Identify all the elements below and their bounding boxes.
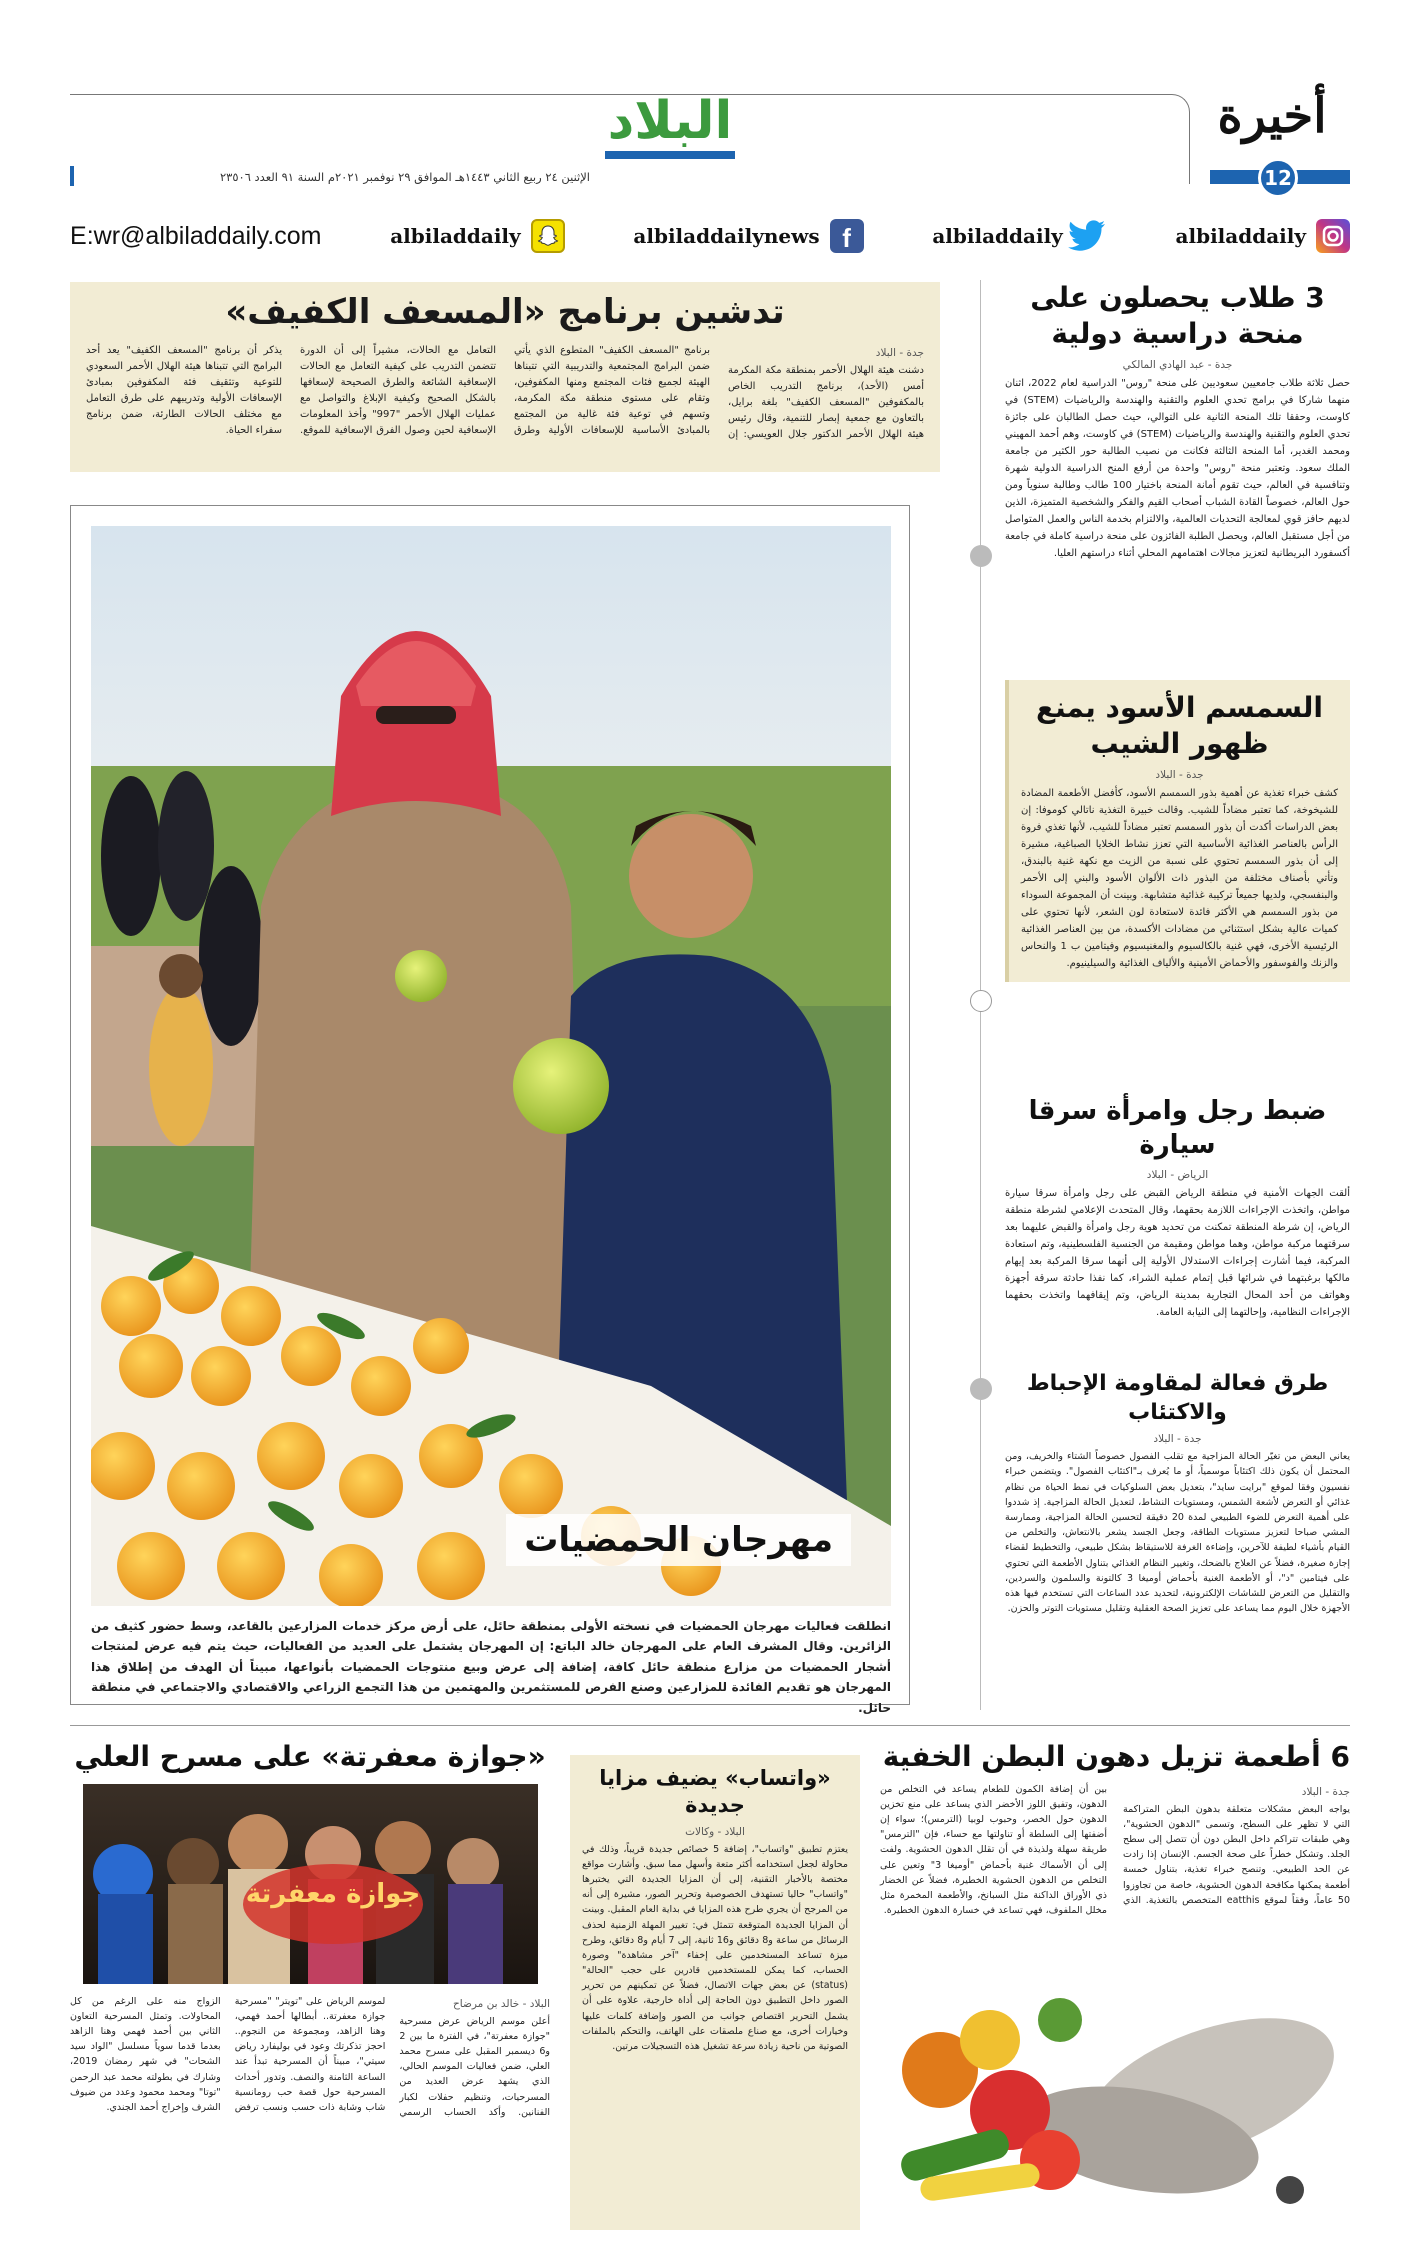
theater-body: أعلن موسم الرياض عرض مسرحية "جوازة معفرتة"، في الفترة ما بين 2 و6 ديسمبر المقبل على مسرح محمد العلي، ضمن فعاليات الموسم الحالي، الذي يشهد عرض العديد من المسرحيات، وتنظيم حفلات لكبار الفنانين. وأكد الحساب الرسمي لموسم الرياض على "تويتر" "مسرحية جوازة معفرتة.. أبطالها أحمد فهمي، وهنا الزاهد، ومجموعة من النجوم.. احجز تذكرتك وعود في بوليفارد رياض سيتي"، مبيناً أن المسرحية تبدأ عند الساعة الثامنة والنصف. وتدور أحداث المسرحية حول قصة حب رومانسية شاب وشابة ذات حسب ونسب ترفض الزواج منه على الرغم من كل المحاولات. وتمثل المسرحية التعاون الثاني بين أحمد فهمي وهنا الزاهد بعدما قدما سوياً مسلسل "الواد سيد الشحات" في شهر رمضان 2019، وشارك في بطولته محمد عبد الرحمن "توتا" ومحمد محمود وعدد من ضيوف الشرف وإخراج أحمد الجندي. [70,1995,550,2118]
whatsapp-title: «واتساب» يضيف مزايا جديدة [599,1766,831,1818]
whatsapp-byline: البلاد - وكالات [685,1825,745,1838]
social-twitter[interactable] [932,219,1106,253]
foods-byline: جدة - البلاد [1301,1785,1350,1798]
article-byline: الرياض - البلاد [1146,1168,1209,1181]
divider-dot [970,1378,992,1400]
sidebar-article [1005,1095,1350,1321]
theater-byline: البلاد - خالد بن مرضاح [453,1997,550,2010]
article-title: السمسم الأسود يمنع ظهور الشيب [1035,691,1324,761]
foods-photo [880,1960,1350,2230]
snapchat-icon [531,219,565,253]
sidebar-article [1005,280,1350,562]
facebook-icon: f [830,219,864,253]
article-body: كشف خبراء تغذية عن أهمية بذور السمسم الأسود، كأفضل الأطعمة المضادة للشيخوخة، كما تعتبر مضاداً للشيب. وقالت خبيرة التغذية ناتالي كوموفا: إن بعض الدراسات أكدت أن بذور السمسم تعتبر مضاداً للشيب، لأنها تغذي فروة الرأس بالعناصر الغذائية الأساسية التي تعزز نشاط الخلايا الصباغية، مشيرة إلى أن بذور السمسم تحتوي على نسبة من الزيت مع نكهة غنية بالبندق، وتأتي بأصناف مختلفة من البذور ذات الألوان الأسود والبني إلى الأحمر والبنفسجي، ولديها جميعاً تركيبة غذائية متشابهة. وبينت أن المجموعة السوداء من بذور السمسم هي الأكثر فائدة لاستعادة لون الشعر، لأنها تحتوي على كميات عالية بشكل استثنائي من مضادات الأكسدة، من بين العناصر الغذائية الرئيسية الأخرى، فهي غنية بالكالسيوم والمغنيسيوم وفيتامين ب 1 والنحاس والزنك والفوسفور والأحماض الأمينية والألياف الغذائية والسيلينيوم. [1021,787,1338,969]
divider-dot [970,990,992,1012]
lead-story [70,282,940,472]
newspaper-logo [600,91,740,175]
photo-caption: انطلقت فعاليات مهرجان الحمضيات في نسخته الأولى بمنطقة حائل، على أرض مركز خدمات المزارعين بالقاعد، وسط حضور كثيف من الزائرين. وقال المشرف العام على المهرجان خالد الباتع: إن المهرجان يشتمل على العديد من الفعاليات، حيث يتم فيه عرض لمنتجات أشجار الحمضيات من مزارع منطقة حائل كافة، إضافة إلى عرض وبيع منتوجات الحمضيات بأنواعها، مبيناً أن الهدف من إطلاق هذا المهرجان هو تقديم الفائدة للمزارعين وصنع الفرص للمستثمرين والمهتمين من هذا التجمع الزراعي والاقتصادي والاجتماعي في منطقة حائل. [91,1619,891,1715]
article-body: يعاني البعض من تغيّر الحالة المزاجية مع تقلب الفصول خصوصاً الشتاء والخريف، ومن المحتمل أن يكون ذلك اكتئاباً موسمياً، أو ما يُعرف بـ"اكتئاب الفصول". ويتضمن خبراء نفسيون وفقا لموقع "برايت سايد"، بتعديل بعض السلوكيات في نمط الحياة من نظام غذائي أو التعرض لأشعة الشمس، ومستويات النشاط، لتعديل الحالة المزاجية. إذ شددوا على أهمية التعرض للضوء الطبيعي لمدة 20 دقيقة لتحسين الحالة المزاجية، وممارسة المشي صباحا لتعزيز مستويات الطاقة، وجعل الجسد يشعر بالانتعاش، والتخلص من القيام بأشياء لطيفة للآخرين، وإضاءة الغرفة للاستيقاظ بشكل طبيعي، والتخطيط لقضاء إجازة صغيرة، فضلاً عن العلاج بالضحك، وتغيير النظام الغذائي بتناول الأطعمة التي تحتوي على فيتامين "د"، أو الأطعمة الغنية بأحماض أوميغا 3 كالتونة والسلمون والسردين، والتقليل من التعرض للشاشات الإلكترونية، لتحديد عدد الساعات التي تستخدم فيها هذه الأجهزة خلال اليوم مما يساعد على تعزيز الصحة العقلية وتقليل مستويات التوتر والحزن. [1005,1451,1351,1615]
article-byline: جدة - البلاد [1155,768,1204,781]
whatsapp-body: يعتزم تطبيق "واتساب"، إضافة 5 خصائص جديدة قريباً، وذلك في محاولة لجعل استخدامه أكثر متعة وأسهل مما سبق. وأشارت مواقع مختصة بالأخبار التقنية، إلى أن المزايا الجديدة التي يختبرها "واتساب" حاليا تستهدف الخصوصية وتحرير الصور، مشيرة إلى أنه من المرجح أن يجري طرح هذه المزايا في بداية العام المقبل. وبينت أن المزايا الجديدة المتوقعة تتمثل في: تغيير المهلة الزمنية لحذف الرسائل من ساعة و8 دقائق و16 ثانية، إلى 7 أيام و8 دقائق، وطرح ميزة تساعد المستخدمين على إخفاء "آخر مشاهدة" وصورة الحساب، كما يمكن للمستخدمين قادرين على حجب "الحالة" (status) عن بعض جهات الاتصال، فضلاً عن تمكينهم من تحرير الصور داخل التطبيق دون الحاجة إلى أداة خارجية، علاوة على أن يشمل التحرير اقتصاص جوانب من الصور وإضافة كلمات عليها وخيارات أخرى، مع صناع ملصقات على الهاتف، والتحكم بالملفات الصوتية من ناحية زيادة سرعة تشغيل هذه التسجيلات مرتين. [582,1843,848,2053]
foods-article [880,1740,1350,2230]
logo-underline [605,151,735,159]
dateline-text: الإثنين ٢٤ ربيع الثاني ١٤٤٣هـ الموافق ٢٩ نوفمبر ٢٠٢١م السنة ٩١ العدد ٢٣٥٠٦ [220,170,590,184]
article-title: 3 طلاب يحصلون على منحة دراسية دولية [1030,281,1325,351]
column-divider [980,280,981,1710]
masthead [0,0,1420,253]
social-facebook[interactable] [633,219,863,253]
foods-title: 6 أطعمة تزيل دهون البطن الخفية [882,1740,1350,1773]
festival-photo-graphic [91,526,891,1606]
lead-body: دشنت هيئة الهلال الأحمر بمنطقة مكة المكرمة أمس (الأحد)، برنامج التدريب الخاص بالمكفوفين "المسعف الكفيف" بلغة برايل، بالتعاون مع جمعية إبصار للتنمية، وقال رئيس هيئة الهلال الأحمر الدكتور جلال العويسي: إن برنامج "المسعف الكفيف" المتطوع الذي يأتي ضمن البرامج المجتمعية والتدريبية التي تتبناها الهيئة لجميع فئات المجتمع ومنها المكفوفين، وتقام على مستوى منطقة مكة المكرمة، وتسهم في توعية فئة غالية من المجتمع بالمبادئ الأساسية للإسعافات الأولية وطرق التعامل مع الحالات، مشيراً إلى أن الدورة تتضمن التدريب على كيفية التعامل مع الحالات الإسعافية الشائعة والطرق الصحيحة لإسعافها بالشكل الصحيح وكيفية الإبلاغ والتواصل مع عمليات الهلال الأحمر "997" وأخذ المعلومات الإسعافية لحين وصول الفرق الإسعافية للموقع. يذكر أن برنامج "المسعف الكفيف" يعد أحد البرامج التي تتبناها هيئة الهلال الأحمر السعودي للتوعية وتثقيف فئة المكفوفين بمبادئ الإسعافات الأولية وتدريبهم على طرق التعامل مع مختلف الحالات الطارئة، ضمن برنامج سفراء الحياة. [86,344,924,440]
sidebar-article-boxed [1005,680,1350,982]
social-handle: albiladdailynews [633,224,820,248]
article-title: ضبط رجل وامرأة سرقا سيارة [1028,1096,1327,1160]
theater-title: «جوازة معفرتة» على مسرح العلي [74,1740,546,1773]
photo-feature [70,505,910,1715]
photo-caption-title: مهرجان الحمضيات [506,1514,851,1566]
article-title: طرق فعالة لمقاومة الإحباط والاكتئاب [1026,1371,1329,1425]
article-body: حصل ثلاثة طلاب جامعيين سعوديين على منحة "روس" الدراسية لعام 2022، اثنان منهما شاركا في برامج تحدي العلوم والتقنية والهندسة والرياضيات (STEM) في كاوست، وحققا تلك المنحة الثانية على التوالي، حيث حصل الطالبان على جائزة تحدي العلوم والتقنية والهندسة والرياضيات (STEM) في كاوست، وهم أحمد المهيني ومحمد الغدير، أما المنحة الثالثة فكانت من نصيب الطالبة حور الكثير من جامعة الملك سعود. وتعتبر منحة "روس" واحدة من أرفع المنح الدراسية الدولية شهرة وتنافسية في العالم، حيث تقوم أمانة المنحة باختيار 100 طالب وطالبة سنوياً ومن حول العالم، خصوصاً القادة الشباب أصحاب القيم والفكر والشخصية المتميزة، الذين لديهم حافز قوي لمعالجة التحديات العالمية، والالتزام بخدمة الناس والعمل المتواصل من أجل مستقبل العالم، ويحصل الطلبة الفائزون على منحة دراسية كاملة في جامعة أكسفورد البريطانية لتعزيز مجالات اهتمامهم المحلي أثناء دراستهم العليا. [1005,377,1351,559]
social-row [70,214,1350,258]
twitter-icon [1073,219,1107,253]
theater-poster [83,1784,538,1984]
section-title: أخيرة [1217,88,1327,144]
lead-title: تدشين برنامج «المسعف الكفيف» [225,292,785,332]
sidebar-article [1005,1370,1350,1616]
divider-dot [970,545,992,567]
theater-article [70,1740,550,2230]
logo-text: البلاد [607,91,733,151]
social-handle: albiladdaily [390,224,521,248]
social-snapchat[interactable] [390,219,564,253]
festival-photo [91,526,891,1606]
dateline [70,166,590,186]
social-instagram[interactable] [1176,219,1350,253]
page-number: 12 [1258,158,1298,198]
article-body: ألقت الجهات الأمنية في منطقة الرياض القبض على رجل وامرأة سرقا سيارة مواطن، واتخذت الإجراءات اللازمة بحقهما، وقال المتحدث الإعلامي لشرطة منطقة الرياض، إن شرطة المنطقة تمكنت من تحديد هوية رجل وامرأة والقبض عليهما بعد سرقتهما مركبة مواطن، وهما مواطن ومقيمة من الجنسية الفلسطينية، وتم استعادة المركبة، فيما أشارت إجراءات الاستدلال الأولية إلى أنهما سرقا المركبة بعد إيهام مالكها برغبتهما في شرائها قبل إتمام عملية الشراء، كما نفذا حادثة سرقة أجهزة وهواتف من أحد المحال التجارية بمدينة الرياض، وتم إيقافهما واتخذت بحقهما الإجراءات النظامية، وإحالتهما إلى النيابة العامة. [1005,1187,1350,1318]
article-byline: جدة - عبد الهادي المالكي [1122,358,1233,371]
section-rule [70,1725,1350,1726]
instagram-icon [1316,219,1350,253]
social-handle: albiladdaily [1175,224,1306,248]
foods-body: يواجه البعض مشكلات متعلقة بدهون البطن المتراكمة التي لا تظهر على السطح، وتسمى "الدهون الحشوية"، وهي طبقات تتراكم داخل البطن دون أن تتصل إلى سطح الجلد. وتشكل خطراً على صحة الجسم. الإنسان إذا زادت عن الحد الطبيعي. وتنصح خبراء تغذية، بتناول خمسة أطعمة يمكنها مكافحة الدهون الحشوية، خاصة من تجاوزوا 50 عاماً، وفقاً لموقع eatthis المتخصص بالتغذية. الذي بين أن إضافة الكمون للطعام يساعد في التخلص من الدهون، وتفيق اللوز الأخضر الذي يساعد على منع تخزين الدهون حول الخصر، وحبوب لوبيا (الترمس)؛ سواء إن أضفتها إلى السلطة أو تناولتها مع حساء، فإن "الترمس" طريقة سهلة ولذيذة في أن تقلل الدهون الحشوية. ولفت إلى أن الأسماك غنية بأحماض "أوميغا 3" وتعين على التخلص من الدهون الحشوية الخطيرة، فضلاً عن الخضار ذي الأوراق الداكنة مثل السبانخ، والأطعمة المخمرة مثل مخلل الملفوف، فهي تساعد في خسارة الدهون الخطيرة. [880,1783,1350,1917]
whatsapp-article [570,1755,860,2230]
article-byline: جدة - البلاد [1153,1433,1202,1446]
sidebar [1005,280,1350,1710]
poster-title: جوازة معفرتة [245,1878,421,1909]
lead-byline: جدة - البلاد [875,346,924,359]
social-handle: albiladdaily [932,224,1063,248]
email-address[interactable]: E:wr@albiladdaily.com [70,221,322,250]
